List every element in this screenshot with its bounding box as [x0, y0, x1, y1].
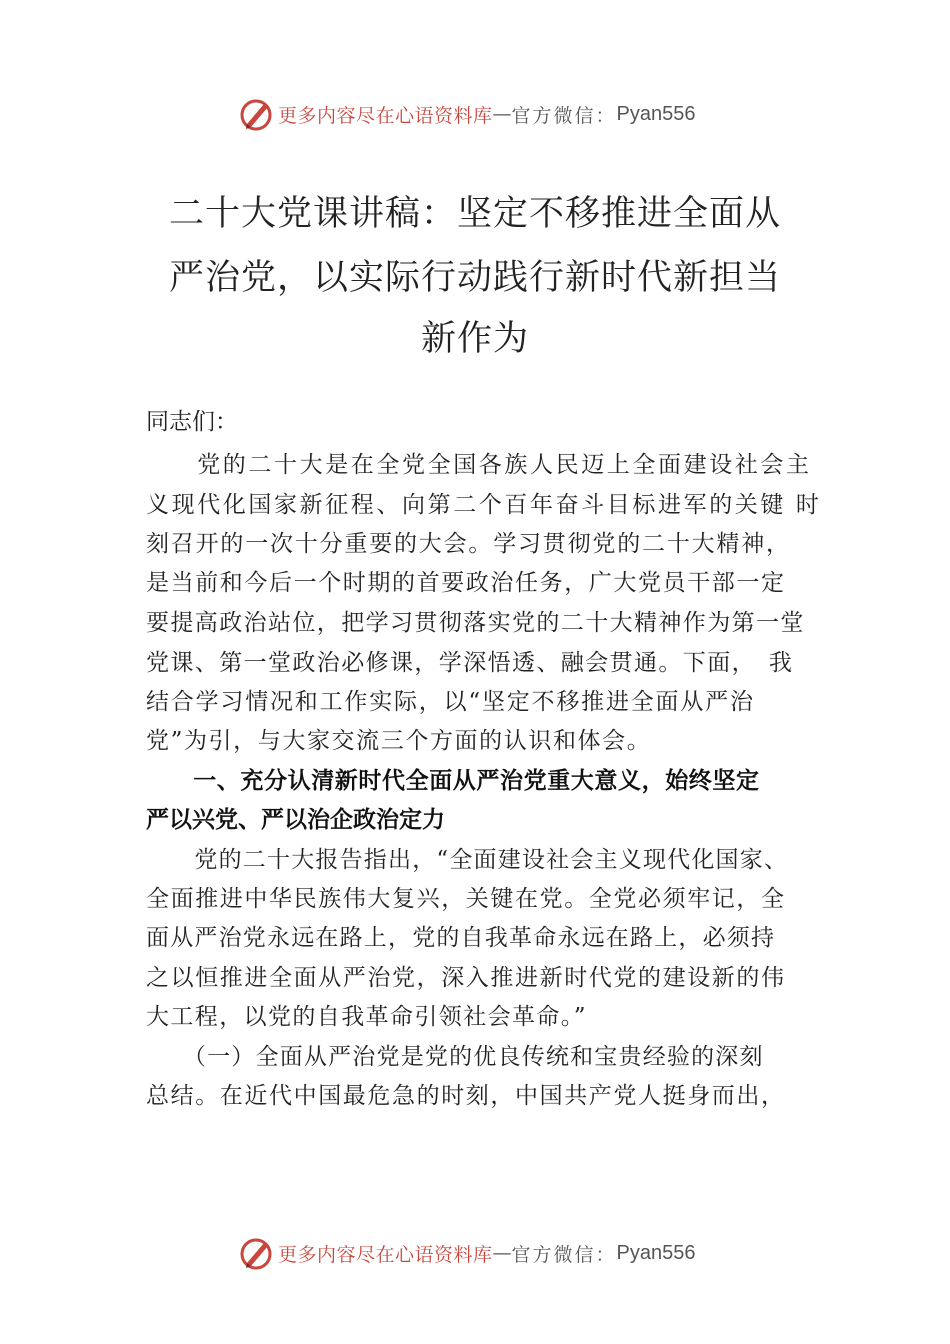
paragraph-line: （一）全面从严治党是党的优良传统和宝贵经验的深刻: [146, 1044, 764, 1070]
pen-logo-icon: [238, 1235, 274, 1271]
paragraph-line: 党的二十大是在全党全国各族人民迈上全面建设社会主: [146, 452, 812, 478]
paragraph-line: 党”为引，与大家交流三个方面的认识和体会。: [146, 728, 652, 754]
paragraph-line: 义现代化国家新征程、向第二个百年奋斗目标进军的关键 时: [146, 492, 822, 518]
document-title-line-2: 严治党，以实际行动践行新时代新担当: [168, 258, 781, 298]
footer-banner: [0, 1233, 950, 1273]
paragraph-line: 之以恒推进全面从严治党，深入推进新时代党的建设新的伟: [146, 965, 786, 991]
header-banner: [0, 94, 950, 134]
paragraph-line: 刻召开的一次十分重要的大会。学习贯彻党的二十大精神，: [146, 531, 791, 557]
banner-wechat-label: 官方微信：: [511, 104, 617, 127]
paragraph-line: 总结。在近代中国最危急的时刻，中国共产党人挺身而出，: [146, 1083, 786, 1109]
paragraph-line: 大工程，以党的自我革命引领社会革命。”: [146, 1004, 587, 1030]
banner-wechat-label: 官方微信：: [511, 1243, 617, 1266]
paragraph-line: 是当前和今后一个时期的首要政治任务，广大党员干部一定: [146, 570, 786, 596]
paragraph-line: 要提高政治站位，把学习贯彻落实党的二十大精神作为第一堂: [146, 610, 805, 636]
banner-library-text: 更多内容尽在心语资料库: [278, 1243, 493, 1266]
section-heading-line: 严以兴党、严以治企政治定力: [146, 807, 445, 833]
banner-separator: —: [492, 103, 512, 125]
banner-separator: —: [492, 1242, 512, 1264]
document-title-line-3: 新作为: [420, 319, 529, 359]
pen-logo-icon: [238, 96, 274, 132]
section-heading-line: 一、充分认清新时代全面从严治党重大意义，始终坚定: [146, 768, 760, 794]
banner-wechat-id: Pyan556: [616, 102, 696, 125]
banner-wechat-id: Pyan556: [616, 1241, 696, 1264]
paragraph-line: 面从严治党永远在路上，党的自我革命永远在路上，必须持: [146, 925, 776, 951]
paragraph-line: 党课、第一堂政治必修课，学深悟透、融会贯通。下面， 我: [146, 650, 794, 676]
document-title-line-1: 二十大党课讲稿：坚定不移推进全面从: [168, 194, 781, 234]
banner-library-text: 更多内容尽在心语资料库: [278, 104, 493, 127]
paragraph-line: 全面推进中华民族伟大复兴，关键在党。全党必须牢记，全: [146, 886, 786, 912]
paragraph-line: 结合学习情况和工作实际，以“坚定不移推进全面从严治: [146, 689, 755, 715]
paragraph-line: 党的二十大报告指出，“全面建设社会主义现代化国家、: [146, 847, 789, 873]
salutation: 同志们：: [146, 409, 238, 435]
